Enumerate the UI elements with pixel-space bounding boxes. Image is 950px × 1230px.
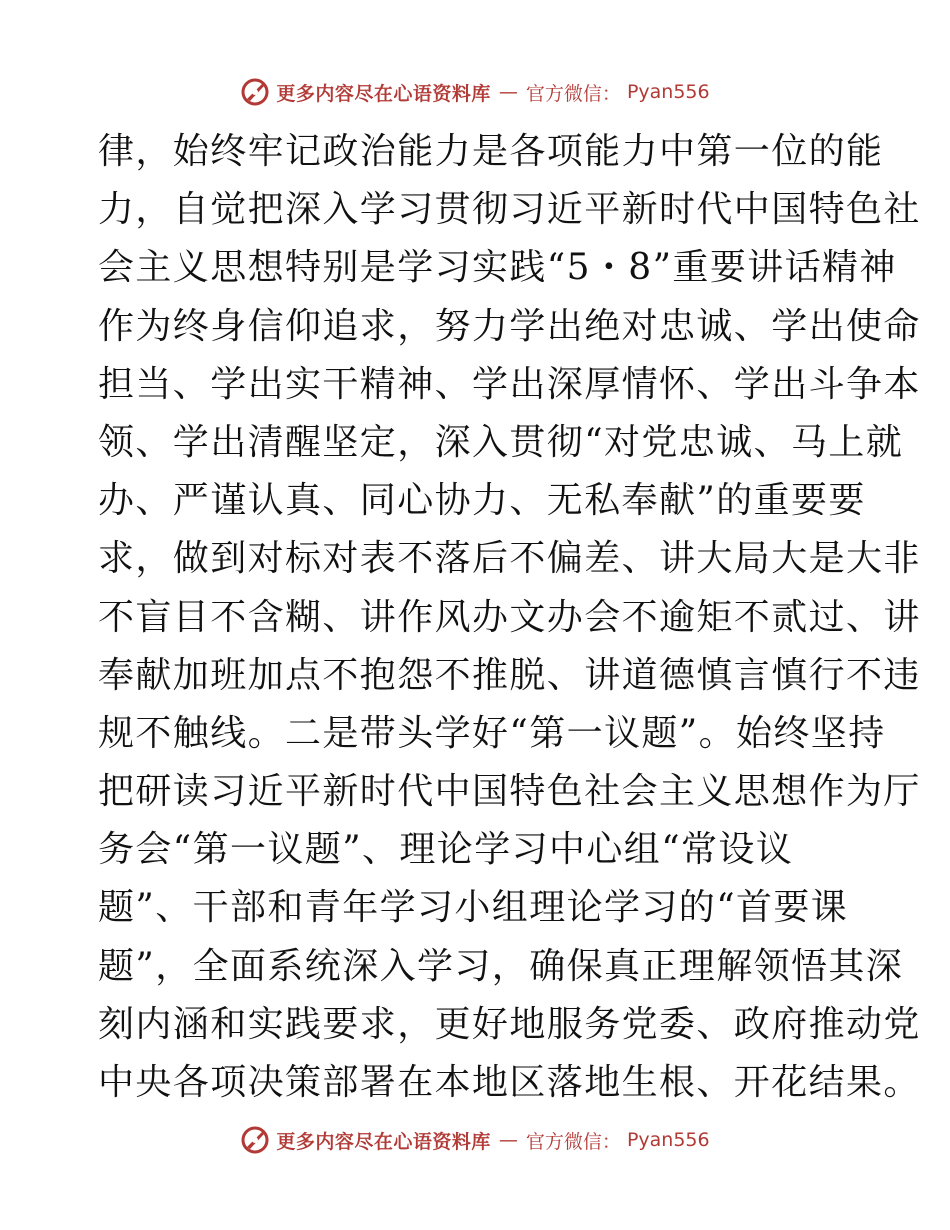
body-line: 题”、干部和青年学习小组理论学习的“首要课 xyxy=(98,887,849,929)
document-body xyxy=(98,123,921,1112)
body-line: 把研读习近平新时代中国特色社会主义思想作为厅 xyxy=(98,771,921,813)
body-line: 求，做到对标对表不落后不偏差、讲大局大是大非 xyxy=(98,538,921,580)
body-line: 办、严谨认真、同心协力、无私奉献”的重要要 xyxy=(98,480,866,522)
body-line: 不盲目不含糊、讲作风办文办会不逾矩不贰过、讲 xyxy=(98,596,921,638)
banner-wechat-label: 官方微信： xyxy=(525,82,621,105)
quill-logo-icon xyxy=(240,77,270,107)
body-line: 会主义思想特别是学习实践“5・8”重要讲话精神 xyxy=(98,247,897,289)
footer-banner xyxy=(0,1120,950,1160)
banner-wechat-label: 官方微信： xyxy=(525,1130,621,1153)
body-line: 题”，全面系统深入学习，确保真正理解领悟其深 xyxy=(98,945,904,987)
body-line: 刻内涵和实践要求，更好地服务党委、政府推动党 xyxy=(98,1003,921,1045)
banner-wechat-handle: Pyan556 xyxy=(626,81,710,103)
banner-site-text: 更多内容尽在心语资料库 xyxy=(276,82,491,105)
banner-separator: — xyxy=(498,1129,518,1151)
body-line: 担当、学出实干精神、学出深厚情怀、学出斗争本 xyxy=(98,363,921,405)
body-line: 作为终身信仰追求，努力学出绝对忠诚、学出使命 xyxy=(98,305,921,347)
banner-site-text: 更多内容尽在心语资料库 xyxy=(276,1130,491,1153)
quill-logo-icon xyxy=(240,1125,270,1155)
body-line: 中央各项决策部署在本地区落地生根、开花结果。 xyxy=(98,1062,921,1103)
banner-separator: — xyxy=(498,81,518,103)
body-line: 领、学出清醒坚定，深入贯彻“对党忠诚、马上就 xyxy=(98,421,904,463)
body-line: 力，自觉把深入学习贯彻习近平新时代中国特色社 xyxy=(98,189,921,231)
body-line: 奉献加班加点不抱怨不推脱、讲道德慎言慎行不违 xyxy=(98,654,921,696)
header-banner xyxy=(0,72,950,112)
banner-wechat-handle: Pyan556 xyxy=(626,1129,710,1151)
body-line: 规不触线。二是带头学好“第一议题”。始终坚持 xyxy=(98,712,886,754)
body-line: 律，始终牢记政治能力是各项能力中第一位的能 xyxy=(98,131,884,172)
body-line: 务会“第一议题”、理论学习中心组“常设议 xyxy=(98,829,794,871)
